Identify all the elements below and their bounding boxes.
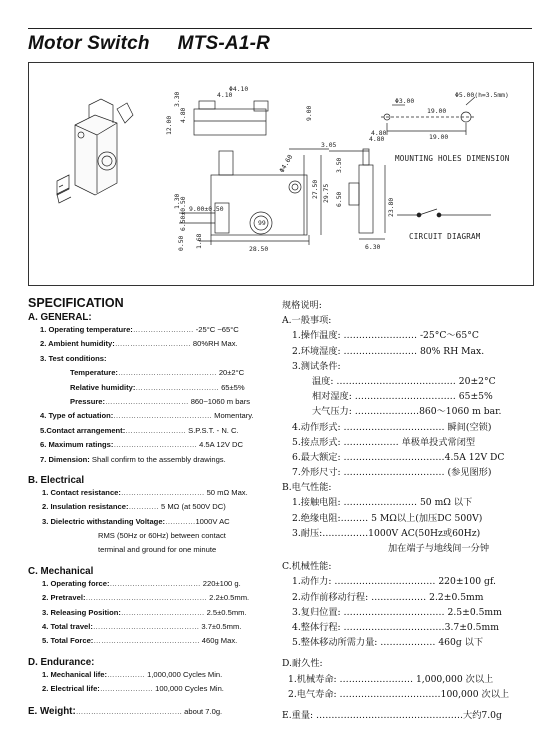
spec-row: Temperature:………………………………… 20±2°C [70, 368, 245, 378]
cn-title: 规格说明: [282, 300, 322, 311]
spec-row: 2. Electrical life:………………… 100,000 Cycles Min. [42, 684, 224, 694]
section-general: A. GENERAL: [28, 312, 92, 323]
spec-row: 3. Releasing Position:…………………………… 2.5±0.5mm. [42, 607, 247, 617]
section-electrical: B. Electrical [28, 474, 85, 486]
dim-label: Φ3.00 [395, 97, 415, 105]
cn-section: E.重量: …………………………………………大约7.0g [282, 709, 502, 721]
dim-label: 9.00±0.50 [189, 205, 224, 213]
spec-row: 1. Operating force:……………………………… 220±100 g. [42, 578, 241, 588]
cn-row: 6.最大额定: ……………………………4.5A 12V DC [292, 451, 505, 463]
spec-row: 1. Contact resistance:…………………………… 50 mΩ Max. [42, 487, 248, 497]
mounting-holes-label: MOUNTING HOLES DIMENSION [395, 154, 510, 163]
spec-row: 5. Total Force:…………………………………… 460g Max. [42, 636, 238, 646]
dim-label: 29.75 [322, 183, 330, 203]
technical-drawing [28, 62, 534, 286]
section-endurance: D. Endurance: [28, 656, 95, 668]
dim-label: 4.10 [217, 91, 233, 99]
dim-label: 28.50 [249, 245, 269, 253]
drawing-svg [29, 63, 533, 285]
dim-label: 19.00 [427, 107, 447, 115]
cn-row: 大气压力: …………………860～1060 m bar. [312, 406, 502, 418]
cn-row: 5.整体移动所需力量: ……………… 460g 以下 [292, 637, 484, 649]
dim-label: 3.30 [173, 91, 181, 107]
cn-row: 3.测试条件: [292, 360, 341, 372]
spec-row: 2. Pretravel:………………………………………… 2.2±0.5mm. [42, 593, 250, 603]
dim-label: 6.30 [365, 243, 381, 251]
spec-row: 1. Operating temperature:…………………… -25°C ~65°C [40, 325, 239, 334]
spec-row: Pressure:…………………………… 860~1060 m bars [70, 396, 251, 406]
cn-row: 加在端子与地线间一分钟 [388, 543, 490, 554]
dim-label: Φ5.00(h=3.5mm) [455, 91, 509, 99]
dim-label: 3.50 [335, 157, 343, 173]
cn-row: 2.动作前移动行程: ……………… 2.2±0.5mm [292, 591, 484, 603]
cn-row: 7.外形尺寸: …………………………… (参见图形) [292, 467, 492, 479]
spec-row: 3. Test conditions: [40, 353, 107, 363]
dim-label: 4.80 [179, 107, 187, 123]
header-rule [28, 28, 532, 29]
cn-row: 3.耐压:……………1000V AC(50Hz或60Hz) [292, 527, 481, 539]
spec-row: 2. Insulation resistance:………… 5 MΩ (at 500V DC) [42, 502, 226, 512]
model-number: MTS-A1-R [177, 33, 271, 54]
cn-section: C.机械性能: [282, 561, 332, 573]
cn-row: 1.操作温度: …………………… -25°C～65°C [292, 330, 479, 342]
dim-label: 1.30 [173, 193, 181, 209]
cn-row: 4.整体行程: ……………………………3.7±0.5mm [292, 621, 499, 633]
spec-row: RMS (50Hz or 60Hz) between contact [98, 531, 226, 541]
dim-label: 1.68 [195, 233, 203, 249]
cn-row: 1.动作力: …………………………… 220±100 gf. [292, 576, 496, 588]
dim-label: 4.80 [369, 135, 385, 143]
spec-row: 4. Total travel:…………………………………… 3.7±0.5mm. [42, 622, 242, 632]
dim-label: 12.00 [165, 115, 173, 135]
spec-row: 4. Type of actuation:………………………………… Momentary. [40, 411, 254, 421]
product-name: Motor Switch [28, 33, 150, 54]
section-mechanical: C. Mechanical [28, 565, 94, 577]
dim-label: 4.80 [371, 129, 387, 137]
specification-en [28, 296, 278, 719]
dim-label: Φ4.10 [229, 85, 249, 93]
isometric-view [57, 99, 133, 203]
cn-row: 5.接点形式: ……………… 单极单投式常闭型 [292, 436, 476, 448]
cn-row: 3.复归位置: …………………………… 2.5±0.5mm [292, 606, 502, 618]
cn-row: 4.动作形式: …………………………… 瞬间(空锁) [292, 421, 492, 433]
cn-section: B.电气性能: [282, 482, 332, 494]
dim-label: 6.50 [335, 191, 343, 207]
cn-section: A.一般事项: [282, 315, 332, 327]
spec-row: 2. Ambient humidity:………………………… 80%RH Max. [40, 339, 238, 349]
cn-row: 1.机械寿命: …………………… 1,000,000 次以上 [288, 673, 494, 685]
spec-row: 7. Dimension: Shall confirm to the assembly drawings. [40, 454, 226, 464]
dim-label: 3.05 [321, 141, 337, 149]
spec-row: terminal and ground for one minute [98, 545, 217, 555]
page-title [28, 33, 270, 55]
svg-text:99: 99 [258, 219, 266, 227]
spec-row: Relative humidity:…………………………… 65±5% [70, 382, 245, 392]
circuit-diagram [397, 209, 491, 217]
spec-row: 5.Contact arrangement:…………………… S.P.S.T. - N. C. [40, 425, 239, 435]
cn-row: 1.接触电阻: …………………… 50 mΩ 以下 [292, 497, 473, 509]
cn-row: 2.环境湿度: …………………… 80% RH Max. [292, 345, 485, 357]
dim-label: 19.00 [429, 133, 449, 141]
section-weight: E. Weight:…………………………………… about 7.0g. [28, 705, 223, 717]
dim-label: 27.50 [311, 179, 319, 199]
dim-label: 0.50 [177, 235, 185, 251]
specification-cn [282, 298, 532, 723]
dimension-labels [165, 85, 510, 253]
cn-row: 相对湿度: …………………………… 65±5% [312, 391, 493, 403]
cn-row: 温度: ………………………………… 20±2°C [312, 375, 496, 387]
spec-row: 1. Mechanical life:…………… 1,000,000 Cycles Min. [42, 669, 223, 679]
spec-title: SPECIFICATION [28, 296, 124, 310]
dim-label: 6.50±0.50 [179, 196, 187, 231]
spec-row: 6. Maximum ratings:…………………………… 4.5A 12V DC [40, 440, 243, 450]
circuit-diagram-label: CIRCUIT DIAGRAM [409, 232, 481, 241]
dim-label: 9.00 [305, 105, 313, 121]
dim-label: Φ4.60 [277, 153, 295, 174]
dim-label: 23.80 [387, 197, 395, 217]
spec-row: 3. Dielectric withstanding Voltage:…………1000V AC [42, 516, 230, 526]
front-view [179, 101, 329, 245]
cn-row: 2.绝缘电阻:……… 5 MΩ以上(加压DC 500V) [292, 512, 483, 524]
cn-row: 2.电气寿命: ……………………………100,000 次以上 [288, 688, 510, 700]
cn-section: D.耐久性: [282, 658, 323, 670]
